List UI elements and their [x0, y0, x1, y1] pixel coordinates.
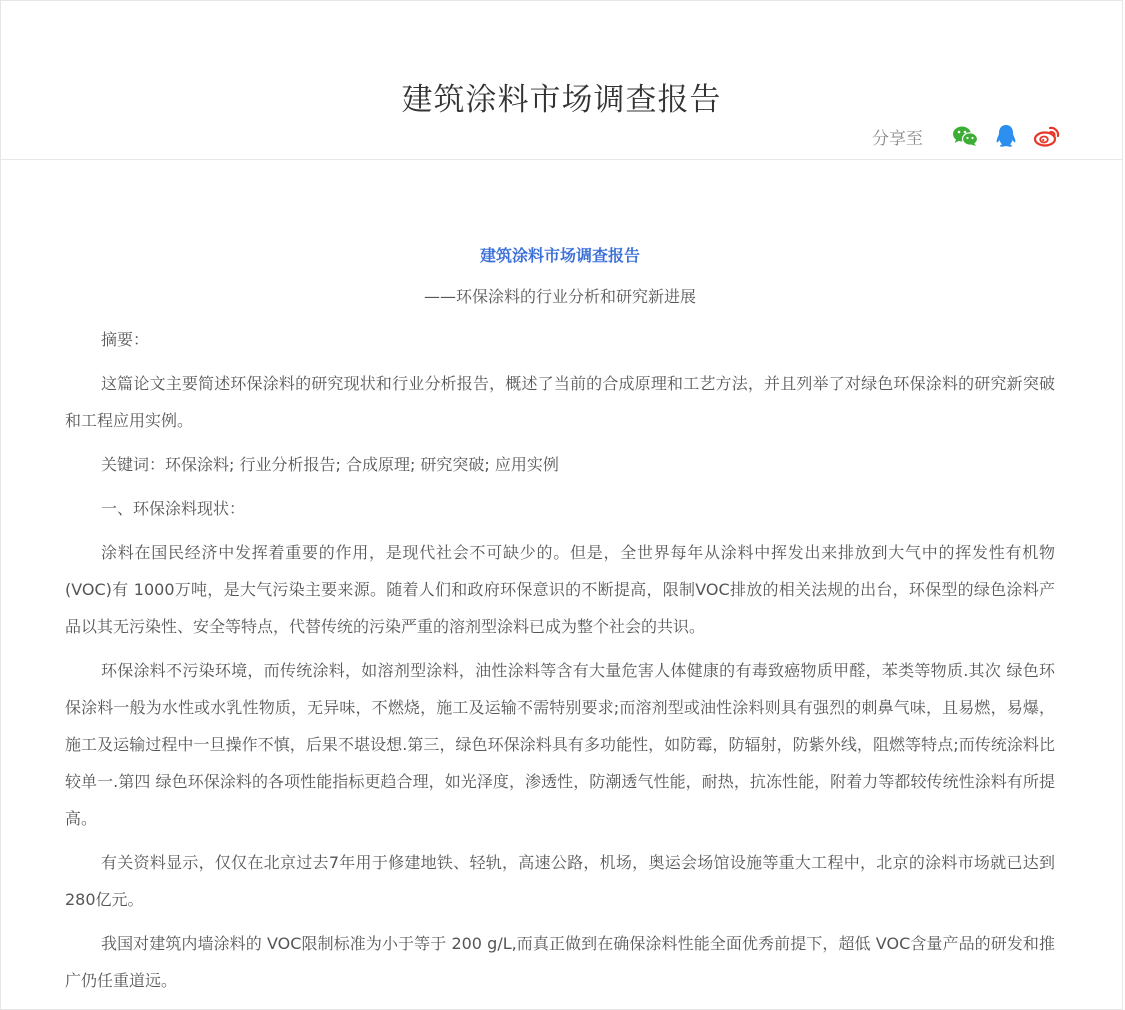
- article-body: [65, 241, 1055, 999]
- abstract-heading: 摘要：: [101, 330, 150, 349]
- article-title: 建筑涂料市场调查报告: [479, 246, 640, 265]
- section-heading: 一、环保涂料现状：: [101, 499, 246, 518]
- wechat-icon[interactable]: [952, 123, 978, 149]
- weibo-icon[interactable]: [1034, 123, 1060, 149]
- body-paragraph: 我国对建筑内墙涂料的 VOC限制标准为小于等于 200 g/L,而真正做到在确保涂料性能全面优秀前提下，超低 VOC含量产品的研发和推广仍任重道远。: [65, 934, 1055, 990]
- qq-icon[interactable]: [993, 123, 1019, 149]
- page-title: 建筑涂料市场调查报告: [401, 81, 722, 118]
- abstract-text: 这篇论文主要简述环保涂料的研究现状和行业分析报告，概述了当前的合成原理和工艺方法，并且列举了对绿色环保涂料的研究新突破和工程应用实例。: [65, 374, 1055, 430]
- share-bar: [872, 121, 1060, 151]
- keywords: 关键词：环保涂料; 行业分析报告; 合成原理; 研究突破; 应用实例: [101, 455, 559, 474]
- body-paragraph: 涂料在国民经济中发挥着重要的作用，是现代社会不可缺少的。但是，全世界每年从涂料中挥发出来排放到大气中的挥发性有机物(VOC)有 1000万吨，是大气污染主要来源。随着人们和政府环保意识的不断提高，限制VOC排放的相关法规的出台，环保型的绿色涂料产品以其无污染性、安全等特点，代替传统的污染严重的溶剂型涂料已成为整个社会的共识。: [65, 543, 1055, 636]
- page-header: [1, 1, 1122, 160]
- article-subtitle: ——环保涂料的行业分析和研究新进展: [423, 287, 696, 306]
- body-paragraph: 环保涂料不污染环境，而传统涂料，如溶剂型涂料，油性涂料等含有大量危害人体健康的有毒致癌物质甲醛，苯类等物质.其次 绿色环保涂料一般为水性或水乳性物质，无异味，不燃烧，施工及运输不需特别要求;而溶剂型或油性涂料则具有强烈的刺鼻气味，且易燃，易爆，施工及运输过程中一旦操作不慎，后果不堪设想.第三，绿色环保涂料具有多功能性，如防霉，防辐射，防紫外线，阻燃等特点;而传统涂料比较单一.第四 绿色环保涂料的各项性能指标更趋合理，如光泽度，渗透性，防潮透气性能，耐热，抗冻性能，附着力等都较传统性涂料有所提高。: [65, 661, 1055, 828]
- body-paragraph: 有关资料显示，仅仅在北京过去7年用于修建地铁、轻轨，高速公路，机场，奥运会场馆设施等重大工程中，北京的涂料市场就已达到280亿元。: [65, 853, 1055, 909]
- share-label: 分享至: [872, 128, 923, 149]
